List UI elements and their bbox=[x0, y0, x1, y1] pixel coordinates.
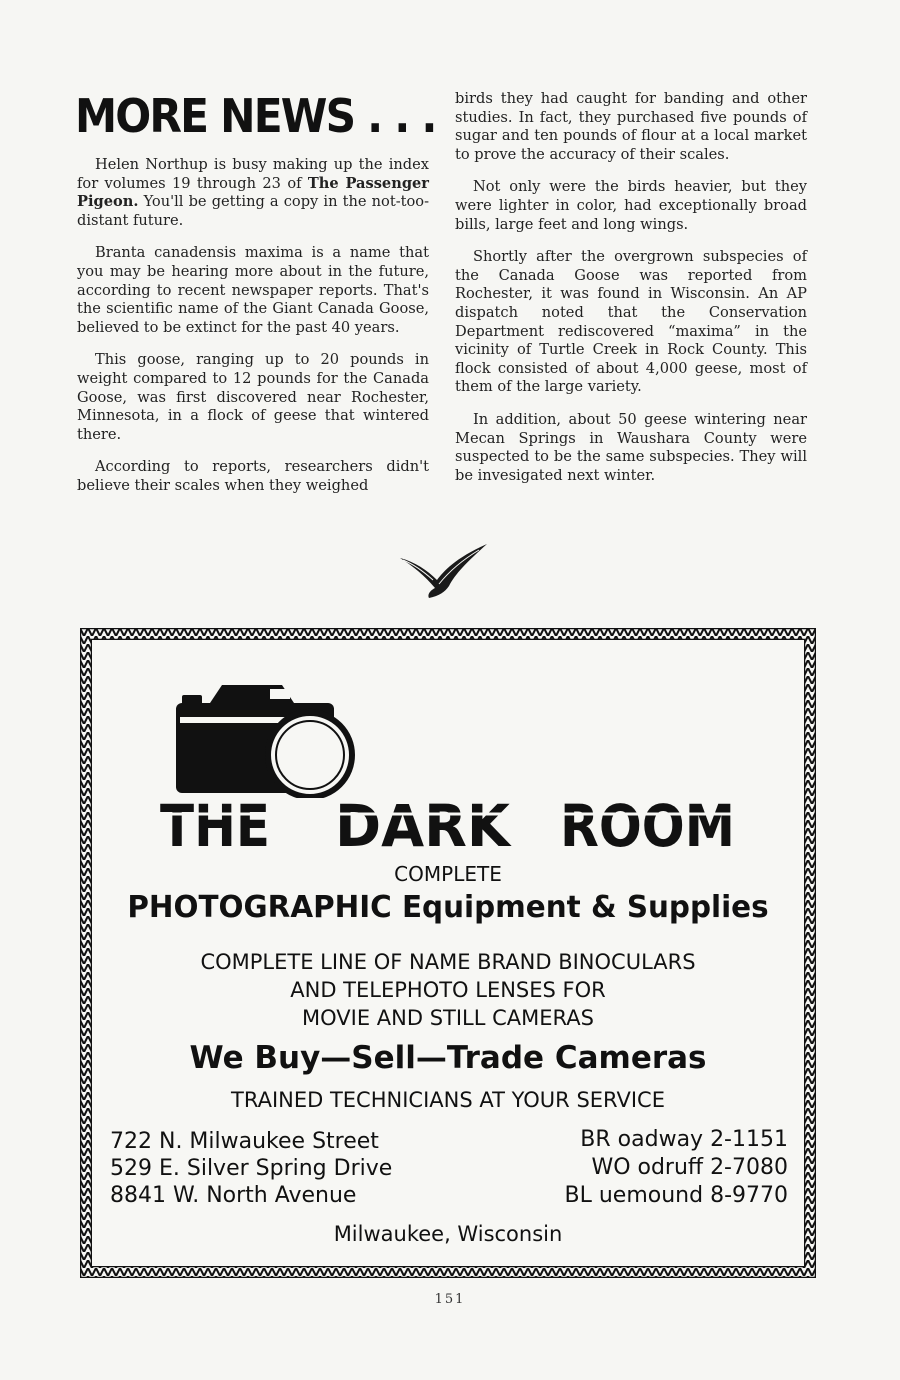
ad-binoculars-line: MOVIE AND STILL CAMERAS bbox=[302, 1006, 594, 1030]
paragraph bbox=[77, 156, 429, 230]
ad-phone-numbers bbox=[565, 1126, 788, 1210]
phone-line: BL uemound 8-9770 bbox=[564, 1183, 788, 1208]
ad-trained-technicians: TRAINED TECHNICIANS AT YOUR SERVICE bbox=[231, 1088, 665, 1112]
article-column-left bbox=[77, 156, 429, 510]
phone-line: BR oadway 2-1151 bbox=[580, 1127, 788, 1152]
article-column-right bbox=[455, 90, 807, 499]
address-line: 529 E. Silver Spring Drive bbox=[110, 1156, 393, 1181]
phone-line: WO odruff 2-7080 bbox=[591, 1155, 788, 1180]
paragraph: birds they had caught for banding and other studies. In fact, they purchased five pounds of sugar and ten pounds of flour at a local market to prove the accuracy of their scales. bbox=[455, 90, 807, 163]
paragraph: Not only were the birds heavier, but they were lighter in color, had exceptionally broad bills, large feet and long wings. bbox=[455, 178, 807, 233]
ad-photographic-headline: PHOTOGRAPHIC Equipment & Supplies bbox=[127, 890, 769, 925]
paragraph: This goose, ranging up to 20 pounds in weight compared to 12 pounds for the Canada Goose, was first discovered near Rochester, Minnesota, in a flock of geese that wintered there. bbox=[77, 351, 429, 443]
paragraph-text: You'll be getting a copy in the not-too-distant future. bbox=[77, 193, 429, 229]
camera-icon bbox=[170, 673, 370, 798]
ad-addresses bbox=[110, 1128, 392, 1209]
ad-binoculars-line: AND TELEPHOTO LENSES FOR bbox=[290, 978, 606, 1002]
gull-icon bbox=[395, 540, 495, 604]
svg-text:DARK: DARK bbox=[335, 792, 512, 858]
svg-text:ROOM: ROOM bbox=[560, 792, 735, 858]
paragraph: In addition, about 50 geese wintering near Mecan Springs in Waushara County were suspected to be the same subspecies. They will be invesigated next winter. bbox=[455, 410, 807, 484]
address-line: 722 N. Milwaukee Street bbox=[110, 1129, 379, 1154]
the-dark-room-logo bbox=[80, 788, 816, 858]
ad-binoculars-text bbox=[80, 948, 816, 1032]
paragraph: Branta canadensis maxima is a name that you may be hearing more about in the future, according to recent newspaper reports. That's the scientific name of the Giant Canada Goose, believed to be extinct for the past 40 years. bbox=[77, 244, 429, 336]
paragraph: Shortly after the overgrown subspecies of the Canada Goose was reported from Rochester, it was found in Wisconsin. An AP dispatch noted that the Conservation Department rediscovered “maxima” in the vicinity of Turtle Creek in Rock County. This flock consisted of about 4,000 geese, most of them of the large variety. bbox=[455, 248, 807, 396]
page-number: 151 bbox=[434, 1292, 466, 1307]
address-line: 8841 W. North Avenue bbox=[110, 1183, 357, 1208]
svg-text:THE: THE bbox=[160, 792, 270, 858]
paragraph-text: Helen Northup is busy making up the index for volumes 19 through 23 of bbox=[77, 156, 429, 192]
paragraph: According to reports, researchers didn't believe their scales when they weighed bbox=[77, 458, 429, 494]
dark-room-advertisement bbox=[80, 628, 816, 1278]
publication-title: The Passenger Pigeon. bbox=[77, 174, 429, 211]
ad-complete-label: COMPLETE bbox=[394, 862, 502, 886]
ad-city: Milwaukee, Wisconsin bbox=[333, 1222, 563, 1246]
ad-binoculars-line: COMPLETE LINE OF NAME BRAND BINOCULARS bbox=[200, 950, 696, 974]
headline: MORE NEWS . . . bbox=[75, 89, 436, 143]
ad-trade-headline: We Buy—Sell—Trade Cameras bbox=[189, 1040, 707, 1076]
